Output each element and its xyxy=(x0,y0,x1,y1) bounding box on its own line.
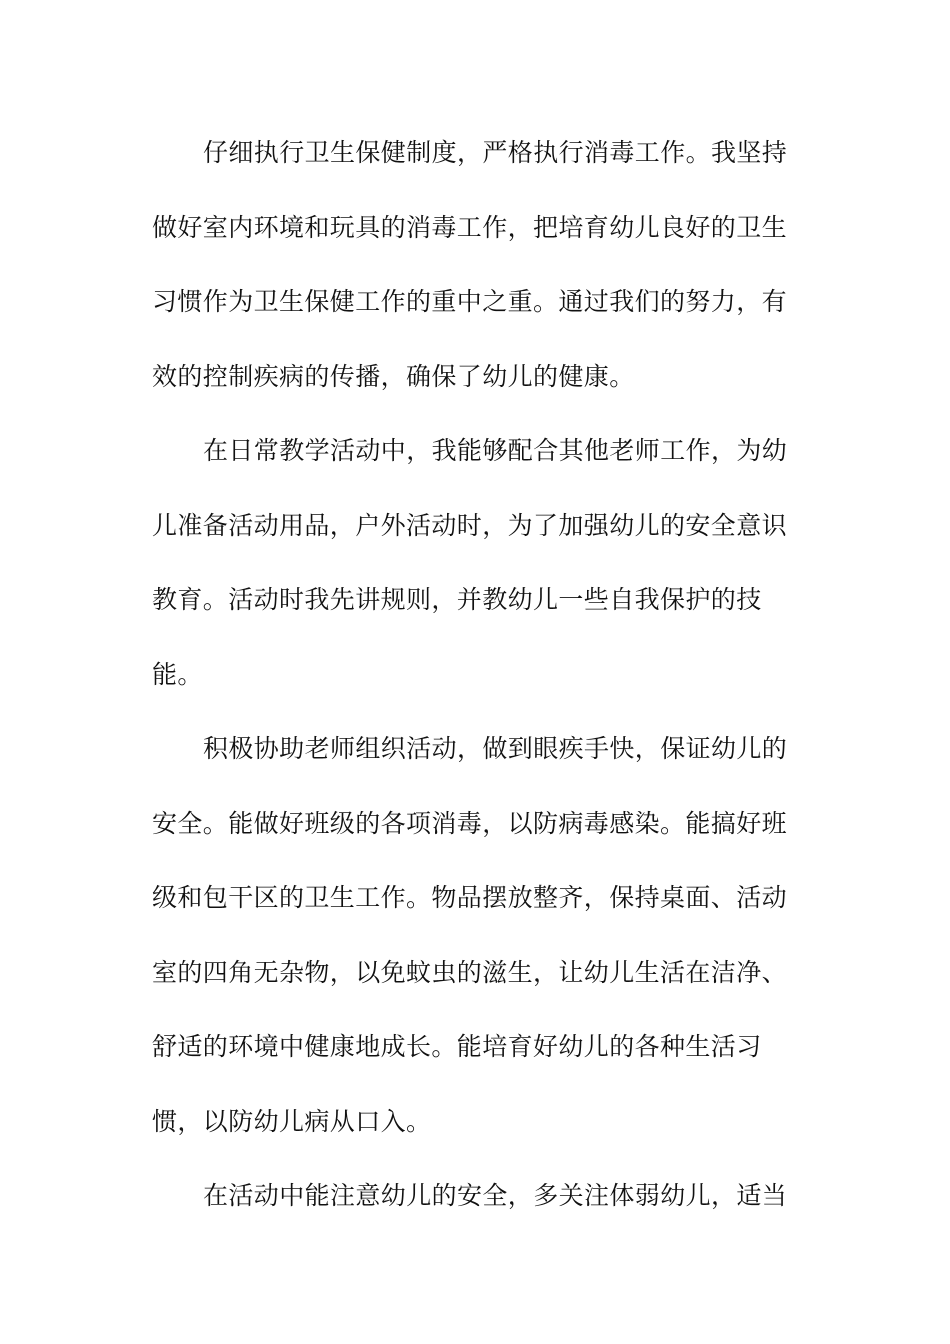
text-line-2: 做好室内环境和玩具的消毒工作，把培育幼儿良好的卫生 xyxy=(152,212,788,242)
text-line-5: 在日常教学活动中，我能够配合其他老师工作，为幼 xyxy=(203,436,788,465)
text-line-12: 室的四角无杂物，以免蚊虫的滋生，让幼儿生活在洁净、 xyxy=(152,957,788,987)
text-line-15: 在活动中能注意幼儿的安全，多关注体弱幼儿，适当 xyxy=(203,1181,788,1210)
text-line-1: 仔细执行卫生保健制度，严格执行消毒工作。我坚持 xyxy=(203,138,788,167)
text-line-10: 安全。能做好班级的各项消毒，以防病毒感染。能搞好班 xyxy=(152,808,788,838)
text-line-4: 效的控制疾病的传播，确保了幼儿的健康。 xyxy=(152,361,635,391)
text-line-8: 能。 xyxy=(152,659,203,689)
text-line-6: 儿准备活动用品，户外活动时，为了加强幼儿的安全意识 xyxy=(152,510,788,540)
text-line-9: 积极协助老师组织活动，做到眼疾手快，保证幼儿的 xyxy=(203,734,788,763)
text-line-13: 舒适的环境中健康地成长。能培育好幼儿的各种生活习 xyxy=(152,1032,762,1061)
document-body xyxy=(152,128,792,1246)
text-line-3: 习惯作为卫生保健工作的重中之重。通过我们的努力，有 xyxy=(152,287,788,316)
text-line-11: 级和包干区的卫生工作。物品摆放整齐，保持桌面、活动 xyxy=(152,883,788,912)
text-line-7: 教育。活动时我先讲规则，并教幼儿一些自我保护的技 xyxy=(152,585,762,614)
text-line-14: 惯，以防幼儿病从口入。 xyxy=(152,1106,432,1136)
